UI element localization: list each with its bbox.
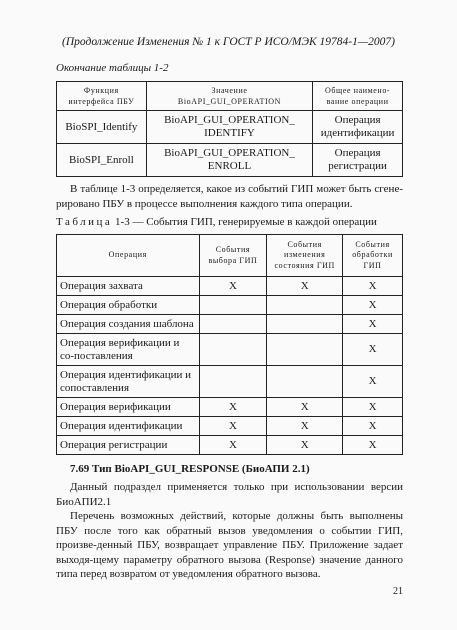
cell-value: BioAPI_GUI_OPERATION_ ENROLL (146, 144, 312, 177)
paragraph-description: Перечень возможных действий, которые должны быть выполнены ПБУ после того как обратный вызов уведомления о событии ГИП, произве-денный ПБУ, возвращает управление ПБУ. Приложение задает выходя-щему параметру обратного вызова (Response) значение данного типа перед возвратом от уведомления обратного вызова. (56, 510, 403, 580)
cell-selection-event (199, 315, 267, 334)
cell-operation: Операция идентификации и сопоставления (57, 366, 200, 398)
cell-state-event (267, 366, 343, 398)
cell-operation: Операция верификации (57, 398, 200, 417)
cell-function: BioSPI_Identify (57, 111, 147, 144)
cell-processing-event: X (343, 315, 403, 334)
cell-selection-event: X (199, 277, 267, 296)
col-header-state-events: События изменения состояния ГИП (267, 235, 343, 277)
table-row (57, 296, 403, 315)
table-row (57, 417, 403, 436)
cell-processing-event: X (343, 366, 403, 398)
table-1-2 (56, 81, 403, 177)
section-heading: 7.69 Тип BioAPI_GUI_RESPONSE (БиоАПИ 2.1) (70, 463, 310, 475)
table-body (57, 277, 403, 455)
cell-selection-event (199, 366, 267, 398)
cell-state-event: X (267, 417, 343, 436)
cell-state-event (267, 296, 343, 315)
table-row (57, 144, 403, 177)
col-header-function: Функция интерфейса ПБУ (57, 82, 147, 111)
cell-processing-event: X (343, 436, 403, 455)
cell-operation-name: Операция идентификации (313, 111, 403, 144)
table1-caption: Окончание таблицы 1-2 (56, 62, 169, 74)
table-row (57, 315, 403, 334)
cell-operation: Операция обработки (57, 296, 200, 315)
cell-selection-event: X (199, 417, 267, 436)
col-header-selection-events: События выбора ГИП (199, 235, 267, 277)
cell-state-event: X (267, 398, 343, 417)
table-row (57, 398, 403, 417)
cell-selection-event (199, 296, 267, 315)
table-header-row (57, 82, 403, 111)
cell-processing-event: X (343, 296, 403, 315)
cell-operation: Операция регистрации (57, 436, 200, 455)
cell-selection-event: X (199, 436, 267, 455)
table-header-row (57, 235, 403, 277)
cell-state-event (267, 315, 343, 334)
paragraph-scope: Данный подраздел применяется только при использовании версии БиоАПИ2.1 (56, 481, 403, 508)
table-row (57, 277, 403, 296)
col-header-operation-name: Общее наимено- вание операции (313, 82, 403, 111)
col-header-value: Значение BioAPI_GUI_OPERATION (146, 82, 312, 111)
cell-processing-event: X (343, 417, 403, 436)
page-number: 21 (393, 586, 403, 597)
cell-state-event: X (267, 436, 343, 455)
cell-operation: Операция создания шаблона (57, 315, 200, 334)
cell-state-event (267, 334, 343, 366)
col-header-operation: Операция (57, 235, 200, 277)
cell-operation: Операция захвата (57, 277, 200, 296)
cell-processing-event: X (343, 398, 403, 417)
cell-state-event: X (267, 277, 343, 296)
cell-selection-event: X (199, 398, 267, 417)
cell-function: BioSPI_Enroll (57, 144, 147, 177)
cell-value: BioAPI_GUI_OPERATION_ IDENTIFY (146, 111, 312, 144)
cell-processing-event: X (343, 334, 403, 366)
col-header-processing-events: События обработки ГИП (343, 235, 403, 277)
table-row (57, 436, 403, 455)
table2-caption: Таблица 1-3 — События ГИП, генерируемые в каждой операции (56, 216, 377, 228)
running-header: (Продолжение Изменения № 1 к ГОСТ Р ИСО/МЭК 19784-1—2007) (62, 36, 395, 48)
cell-selection-event (199, 334, 267, 366)
table-row (57, 366, 403, 398)
table-row (57, 334, 403, 366)
cell-operation: Операция идентификации (57, 417, 200, 436)
cell-processing-event: X (343, 277, 403, 296)
cell-operation: Операция верификации и со-поставления (57, 334, 200, 366)
paragraph-intro: В таблице 1-3 определяется, какое из событий ГИП может быть сгене-рировано ПБУ в процессе выполнения каждого типа операции. (56, 183, 403, 210)
cell-operation-name: Операция регистрации (313, 144, 403, 177)
table-1-3 (56, 234, 403, 455)
table-row (57, 111, 403, 144)
